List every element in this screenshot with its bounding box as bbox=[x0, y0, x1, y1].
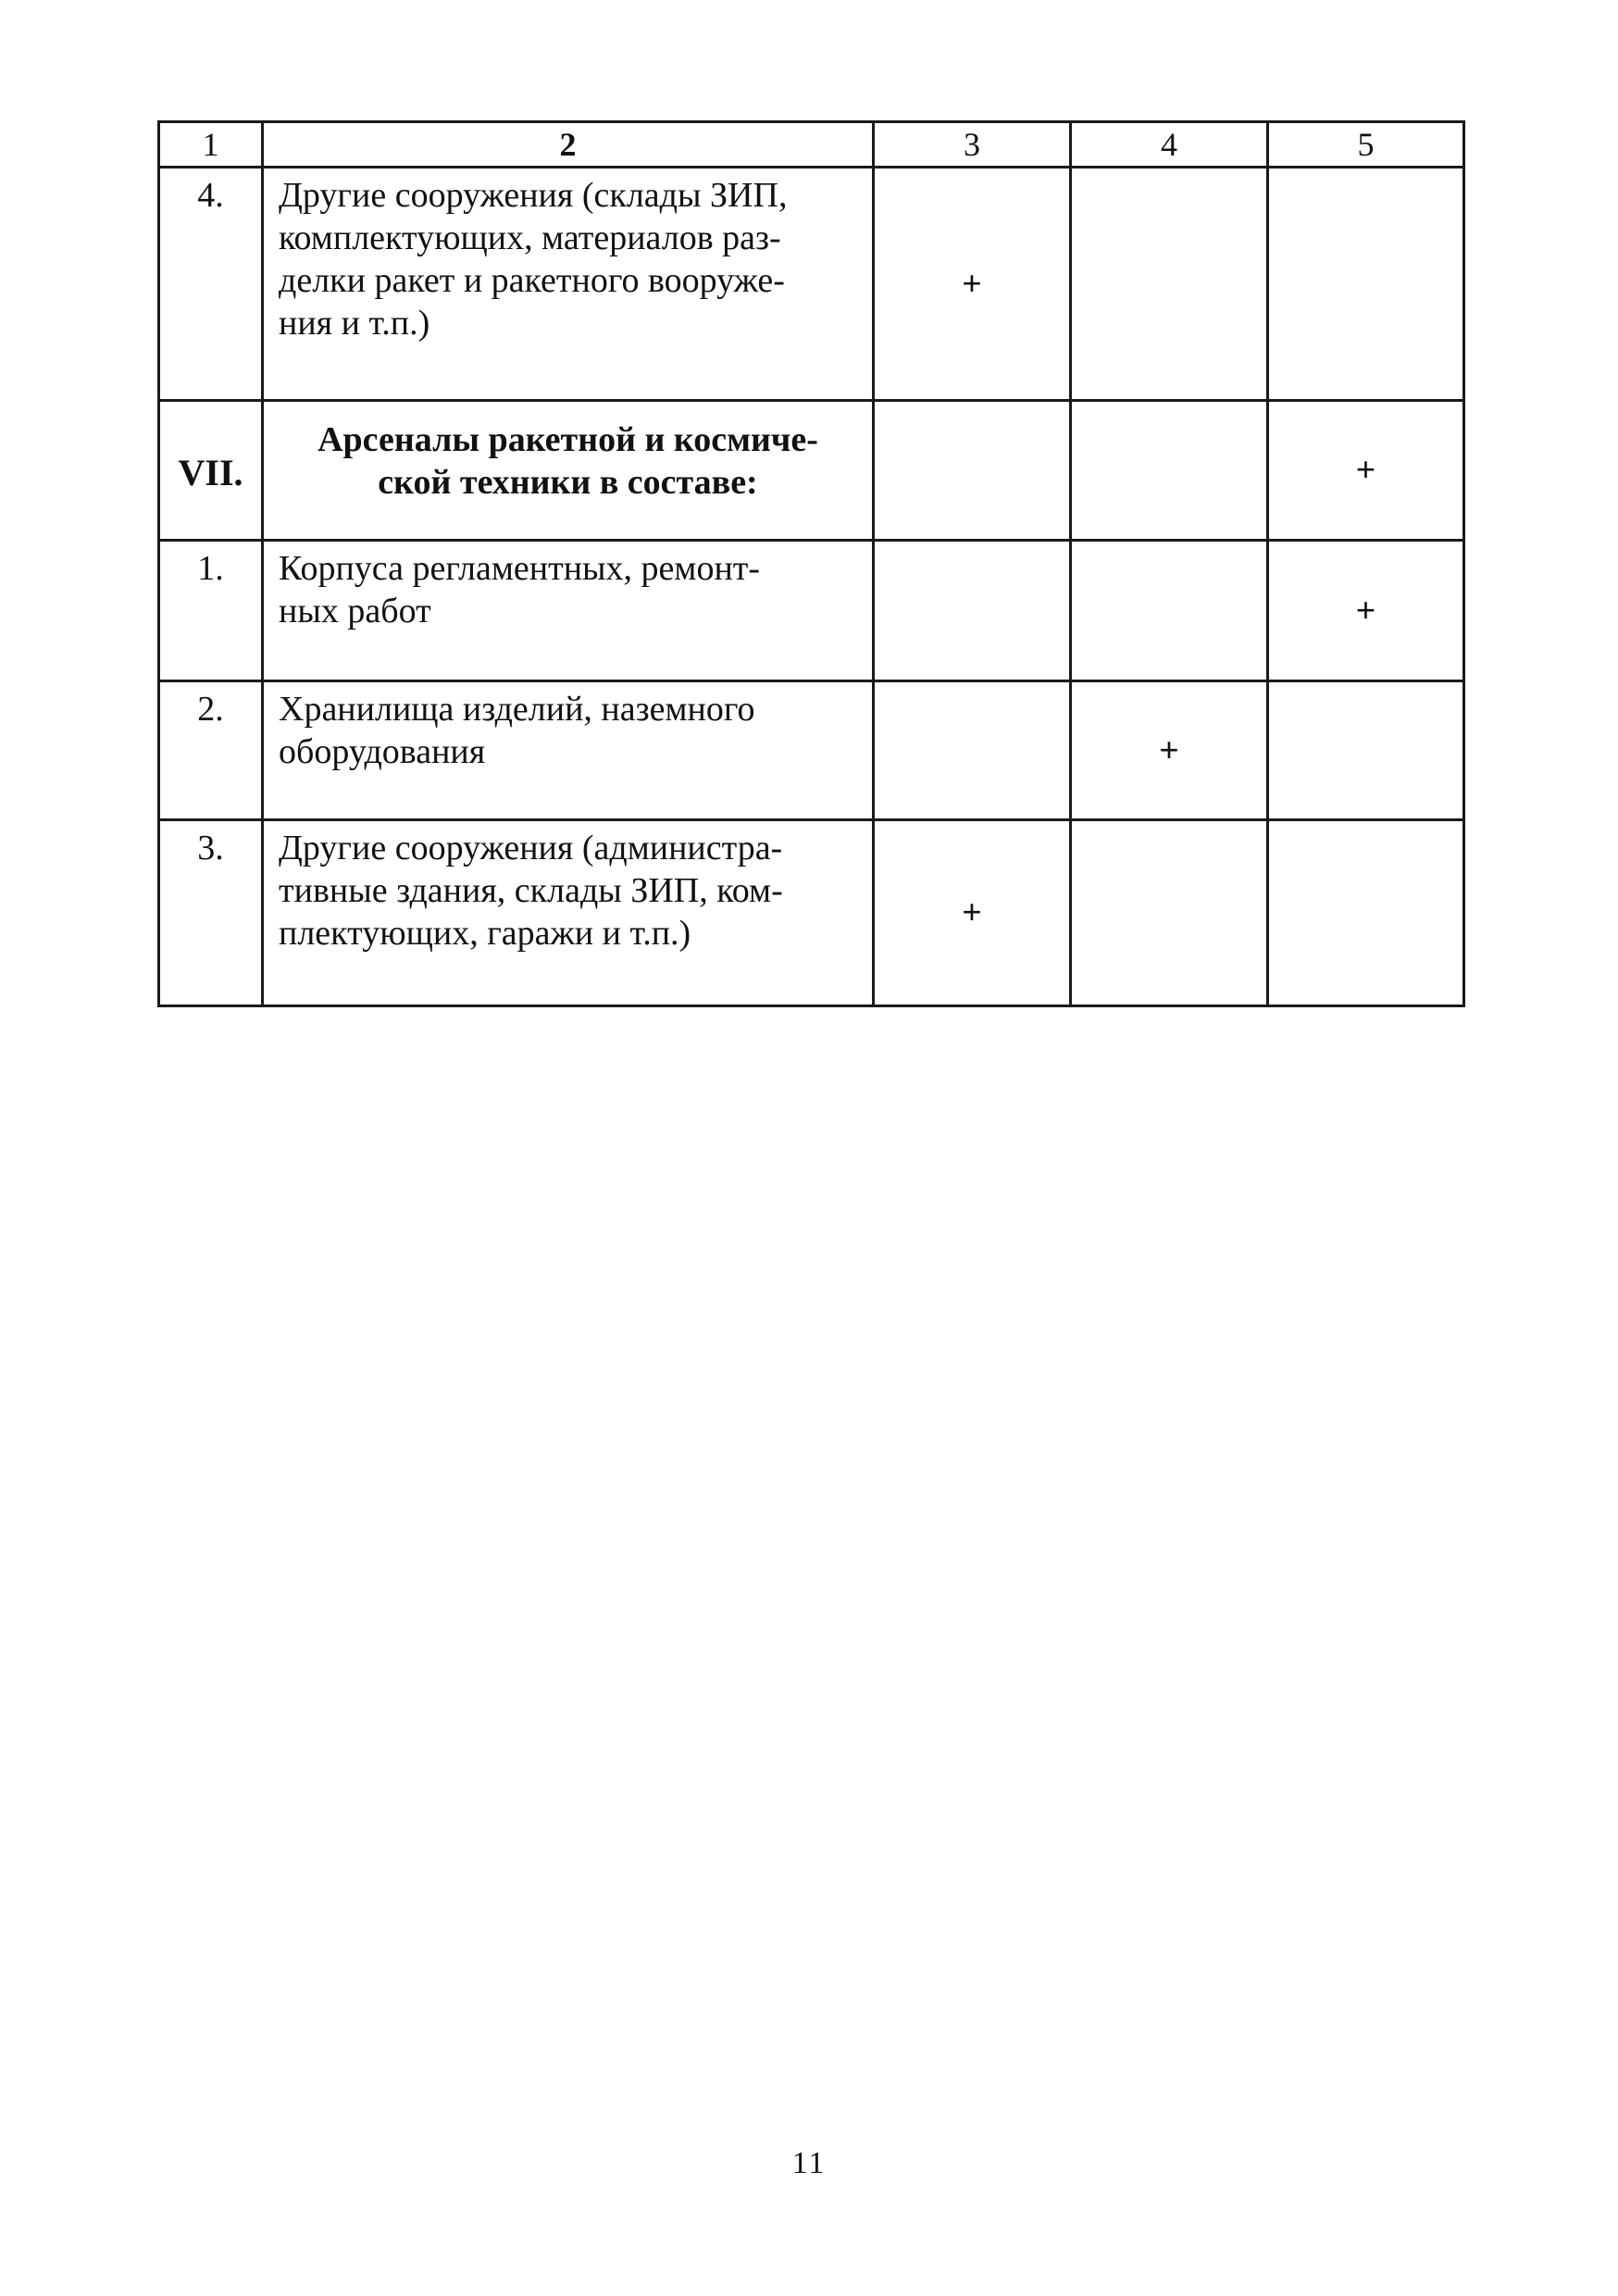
header-cell-3: 3 bbox=[874, 122, 1071, 168]
description-line: ния и т.п.) bbox=[279, 304, 430, 343]
mark-cell-col3: + bbox=[874, 820, 1071, 1006]
description-line: Корпуса регламентных, ремонт- bbox=[279, 549, 761, 588]
mark-cell-col3 bbox=[874, 401, 1071, 541]
classification-table bbox=[157, 120, 1465, 1007]
mark-cell-col5 bbox=[1268, 820, 1464, 1006]
description-line: делки ракет и ракетного вооруже- bbox=[279, 261, 785, 300]
mark-cell-col4 bbox=[1071, 168, 1268, 401]
row-number: 4. bbox=[159, 168, 263, 401]
description-line: тивные здания, склады ЗИП, ком- bbox=[279, 871, 783, 910]
mark-cell-col5: + bbox=[1268, 541, 1464, 681]
table-row bbox=[159, 681, 1464, 820]
page-number: 11 bbox=[791, 2146, 827, 2180]
header-cell-2: 2 bbox=[263, 122, 874, 168]
row-number: 2. bbox=[159, 681, 263, 820]
description-line: ных работ bbox=[279, 592, 431, 630]
table-row bbox=[159, 401, 1464, 541]
header-cell-1: 1 bbox=[159, 122, 263, 168]
heading-line: ской техники в составе: bbox=[378, 463, 758, 502]
table-row bbox=[159, 168, 1464, 401]
table-row bbox=[159, 820, 1464, 1006]
description-line: Другие сооружения (администра- bbox=[279, 829, 783, 867]
header-cell-5: 5 bbox=[1268, 122, 1464, 168]
mark-cell-col3 bbox=[874, 681, 1071, 820]
mark-cell-col5: + bbox=[1268, 401, 1464, 541]
description-line: Другие сооружения (склады ЗИП, bbox=[279, 176, 788, 215]
row-number: 1. bbox=[159, 541, 263, 681]
mark-cell-col3 bbox=[874, 541, 1071, 681]
section-number: VII. bbox=[159, 401, 263, 541]
row-description bbox=[263, 541, 874, 681]
row-description bbox=[263, 168, 874, 401]
heading-line: Арсеналы ракетной и космиче- bbox=[317, 420, 818, 459]
row-description bbox=[263, 820, 874, 1006]
section-heading bbox=[263, 401, 874, 541]
mark-cell-col4: + bbox=[1071, 681, 1268, 820]
row-number: 3. bbox=[159, 820, 263, 1006]
mark-cell-col4 bbox=[1071, 541, 1268, 681]
row-description bbox=[263, 681, 874, 820]
mark-cell-col3: + bbox=[874, 168, 1071, 401]
description-line: плектующих, гаражи и т.п.) bbox=[279, 914, 691, 953]
mark-cell-col4 bbox=[1071, 401, 1268, 541]
description-line: Хранилища изделий, наземного bbox=[279, 690, 755, 729]
mark-cell-col4 bbox=[1071, 820, 1268, 1006]
mark-cell-col5 bbox=[1268, 681, 1464, 820]
table-row bbox=[159, 541, 1464, 681]
description-line: оборудования bbox=[279, 732, 486, 771]
description-line: комплектующих, материалов раз- bbox=[279, 218, 781, 257]
header-cell-4: 4 bbox=[1071, 122, 1268, 168]
mark-cell-col5 bbox=[1268, 168, 1464, 401]
table-header-row bbox=[159, 122, 1464, 168]
